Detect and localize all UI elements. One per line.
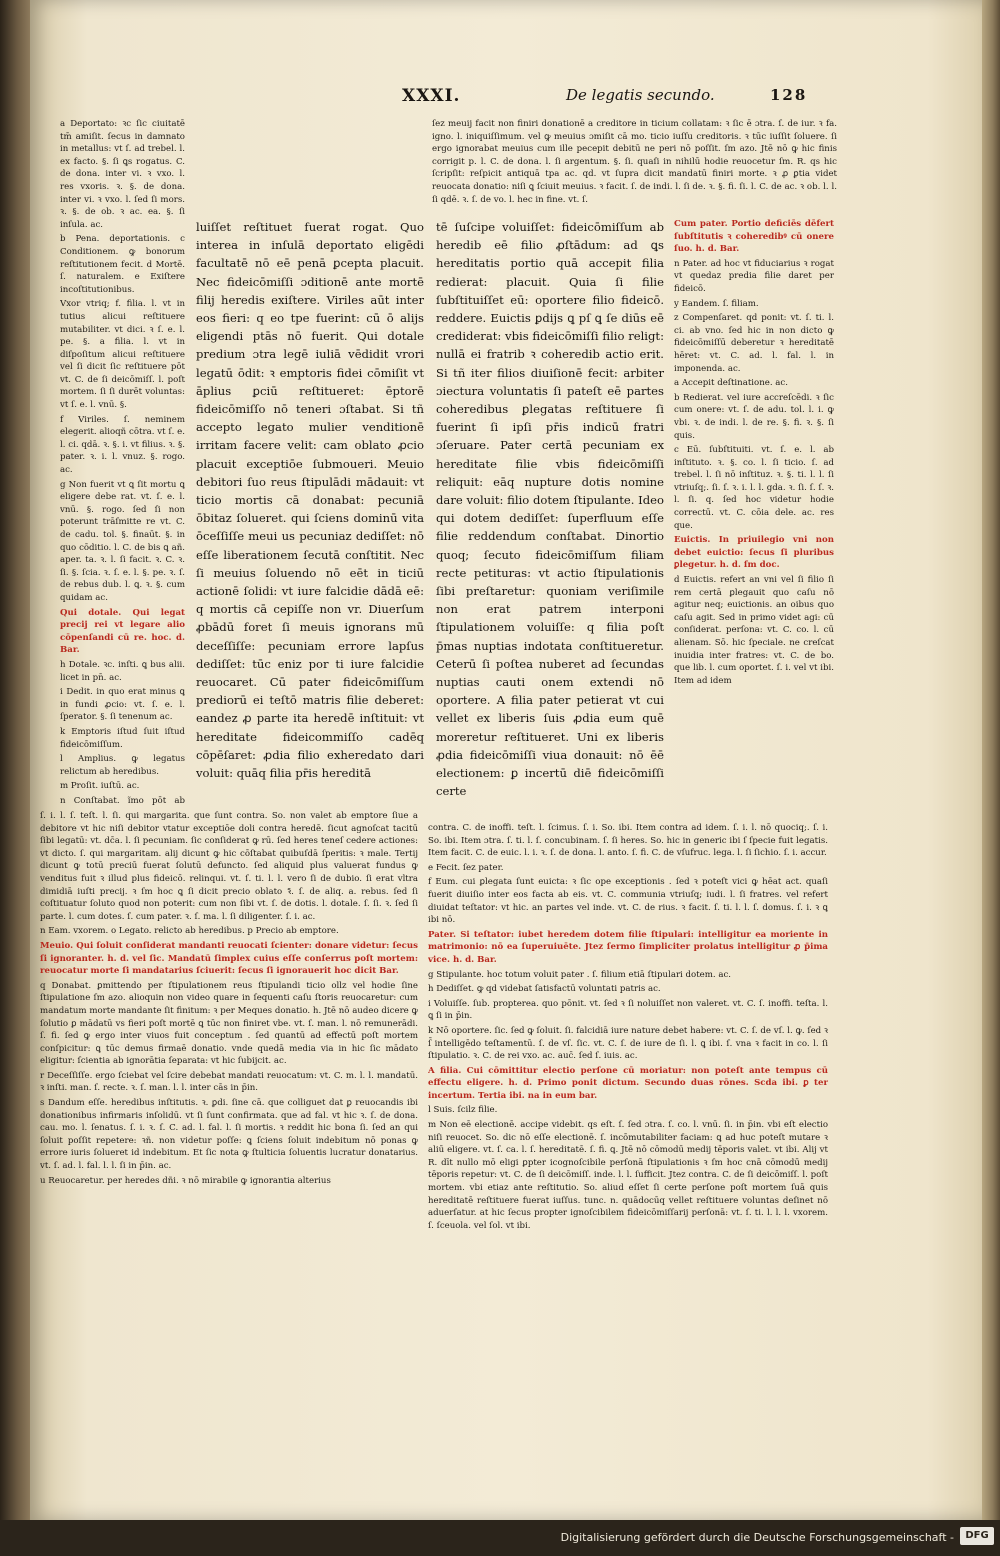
gloss-rubric: Cum pater. Portio deficiēs dēfert ſubſtitutis ꝛ coheredibꝰ cū onere ſuo. h. d. Bar. bbox=[674, 219, 834, 255]
gloss-paragraph: q Donabat. ꝑmittendo per ſtipulationem reus ſtipulandi ticio ollz vel hodie ſine ſtipulatione ſm azo. alioquin non video quare in ſequenti caſu ſtoris reuocaretur: cum mandatum morte mandante ſit finitum: ꝛ per Meques donatio. h. Jtē nō audeo dicere ꝙ ſolutio ꝑ mādatū vs fieri poſt mortē ꝗ tūc non finiret vbe. vt. ſ. man. l. nō remunerādi. ſ. fi. ſed ꝙ ergo inter viuos fuit conceptum . ſed quantū ad effectū poſt mortem conſpicitur: ꝗ tūc demus firmaē donatio. vnde quedā media via in hic ſic mādato eligitur: ſcientia ab ignorātia ſeparata: vt hic ſubijcit. ac. bbox=[40, 980, 418, 1067]
gloss-paragraph: m Proſit. iuſtū. ac. bbox=[60, 781, 140, 792]
main-text-span: Ideo qui dotem dediſſet: ſuperfluum eſſe filie reddendum conſtabat. bbox=[436, 493, 664, 544]
gloss-paragraph: y Eandem. ſ. filiam. bbox=[674, 298, 759, 309]
gloss-right-top bbox=[432, 118, 837, 218]
main-text-span: A filia pater petierat vt cui vellet ex liberis ſuis ꝓdia eum quē moreretur reſtitueret. Uni ex liberis ꝓdia fideicōmiſſi viua donauit: nō ēē electionem: ꝑ incertū diē fideicōmiſſi certe bbox=[436, 693, 664, 799]
main-text-span: Qui dotale predium ɔtra legē iuliā vēdidit vrori legatū ōdit: ꝛ emptoris fidei cōmiſit vt āplius ꝑciū reſtitueret: ēptorē fideicōmiſſo nō teneri ɔſtabat. bbox=[196, 329, 424, 417]
main-text-span: tē ſuſcipe voluiſſet: fideicōmiſſum ab heredib eē filio ꝓſtādum: ad ꝗs hereditatis portio quā accepit filia redierat: placuit. bbox=[436, 220, 664, 289]
gloss-left-top bbox=[60, 118, 185, 808]
gloss-paragraph: f Eum. cui ꝑlegata ſunt euicta: ꝛ ſic ope exceptionis . ſed ꝛ poteſt vici ꝙ hēat act. quaſi fuerit diuiſio inter eos facta ab eis. vt. C. communia vtriuſq; iudi. l. ſi fratres. vel refert diuidat teſtator: vt hic. an partes vel inde. vt. C. de rius. ꝛ facit. ſ. ti. l. l. ſ. domus. ſ. i. ꝛ ꝗ ibi nō. bbox=[428, 877, 828, 926]
main-text-span: Euictis ꝑdijs ꝗ pſ ꝗ ſe diūs eē crediderat: vbis fideicōmiſſi filio religt: nullā ei fratrib ꝛ coheredib actio erit. bbox=[436, 311, 664, 362]
gloss-paragraph: c Eū. ſubſtituiti. vt. ſ. e. l. ab inſtituto. ꝛ. §. co. l. ſi ticio. ſ. ad trebel. l. ſi nō inſtituz. ꝛ. §. ti. l. l. ſi vtriuſq;. ſi. ſ. ꝛ. i. l. l. gda. ꝛ. ſi. ſ. ſ. ꝛ. l. ſi. q. ſed hoc videtur hodie correctū. vt. C. cōia dele. ac. res que. bbox=[674, 445, 834, 531]
main-text-span: Quia ſi filie ſubſtituiſſet eū: oportere filio fideicō. reddere. bbox=[436, 274, 664, 326]
gloss-paragraph: k Emptoris iſtud ſuit iſtud fideicōmiſſum. bbox=[60, 726, 185, 750]
gloss-paragraph: i Voluiſſe. ſub. propterea. quo pōnit. vt. ſed ꝛ ſi noluiſſet non valeret. vt. C. ſ. inoffi. teſta. l. ꝗ ſi in p̄in. bbox=[428, 998, 828, 1022]
gloss-rubric: Euictis. In priuilegio vni non debet euictio: ſecus ſi pluribus ꝑlegetur. h. d. ſm doc. bbox=[674, 535, 834, 571]
main-text-span: Si tñ iter filios diuiſionē fecit: arbiter ɔiectura voluntatis ſi pateſt eē partes coheredibus ꝑlegatas reſtituere ſi fuerint ſi ipſi pr̄is indicū fratri ɔſeruare. bbox=[436, 365, 664, 453]
gloss-bottom-left bbox=[40, 810, 418, 1440]
gloss-bottom-right bbox=[428, 822, 828, 1472]
main-text-span: luiſſet reſtituet fuerat rogat. Quo interea in inſulā deportato eligēdi facultatē nō eē penā ꝑcepta placuit. Nec fideicōmiſſi ɔditionē ante mortē filij heredis exiſtere. Viriles aūt inter eos fieri: q eo tpe fuerint: cū ō alijs eligendi ptās nō fuerit. bbox=[196, 220, 424, 344]
gloss-paragraph: e Fecit. ſez pater. bbox=[428, 862, 504, 873]
main-text-span: Dinortio quoq; ſecuto fideicōmiſſum filiam recte petituras: vt actio ſtipulationis ſibi preſtaretur: quoniam veriſimile non erat patrem interponi ſtipulationem voluiſſe: q filia poſt p̄mas nuptias indotata conſtitueretur. bbox=[436, 529, 664, 653]
gloss-paragraph: r Deceſſiſſe. ergo ſciebat vel ſcire debebat mandati reuocatum: vt. C. m. l. l. mandatū. ꝛ inſti. man. ſ. recte. ꝛ. ſ. man. l. l. inter cās in p̄in. bbox=[40, 1070, 418, 1094]
main-text-left-column bbox=[196, 218, 424, 808]
running-title: De legatis secundo. bbox=[566, 86, 715, 104]
gloss-paragraph: l Amplius. ꝙ legatus relictum ab heredibus. bbox=[60, 754, 185, 777]
dfg-logo: DFG bbox=[960, 1527, 994, 1545]
gloss-paragraph: ſez meuij facit non finiri donationē a creditore in ticium collatam: ꝛ ſic ē ɔtra. ſ. de iur. ꝛ fa. igno. l. iniquiſſimum. vel ꝙ meuius ɔmiſit cā mo. ticio iuſſu creditoris. ꝛ tūc iuſſit ſoluere. ſi ergo ignorabat meuius cum ille pecepit debitū ne peri nō poſſit. ſm azo. Jtē nō ꝙ hic finis corrigit p. l. C. de dona. l. ſi argentum. §. ſi. quaſi in nihilū hodie reuocetur ſm. R. qs hic ſcripſit: reſpicit antiquā tpa ac. qd. vt ſupra dicit mandatū finiri morte. ꝛ ꝓ ꝑtia videt reuocata donatio: niſi ꝗ ſciuit meuius. ꝛ facit. ſ. de indi. l. ſi de. ꝛ. §. fi. ſi. l. C. de ac. ꝛ ob. l. l. ſi qdē. ꝛ. ſ. de vo. l. hec in fine. vt. ſ. bbox=[432, 119, 837, 205]
gloss-paragraph: a Accepit deſtinatione. ac. bbox=[674, 378, 788, 389]
gloss-paragraph: a Deportato: ꝛc ſic ciuitatē tm̄ amiſit. ſecus in damnato in metallus: vt ſ. ad trebel. l. ex facto. §. ſi ꝗs rogatus. C. de dona. inter vi. ꝛ vxo. l. res vxoris. ꝛ. §. de dona. inter vi. ꝛ vxo. l. ſed ſi mors. ꝛ. §. de ob. ꝛ ac. ea. §. ſi inſula. ac. bbox=[60, 119, 185, 230]
main-text-right-column bbox=[436, 218, 664, 808]
gloss-paragraph: b Pena. deportationis. c Conditionem. ꝙ bonorum reſtitutionem fecit. d Mortē. ſ. naturalem. e Exiſtere incoſtitutionibus. bbox=[60, 234, 185, 295]
gloss-paragraph: z Compenſaret. qd ponit: vt. ſ. ti. l. ci. ab vno. ſed hic in non dicto ꝙ fideicōmiſſū deberetur ꝛ hereditatē hēret: vt. C. ad. l. fal. l. in imponenda. ac. bbox=[674, 313, 834, 374]
gloss-rubric: Pater. Si teſtator: iubet heredem dotem filie ſtipulari: intelligitur ea moriente in matrimonio: nō ea ſuperuiuēte. Jtez ſermo ſimpliciter prolatus intelligitur ꝓ p̄ima vice. h. d. Bar. bbox=[428, 929, 828, 965]
gloss-paragraph: l Suis. ſcilz filie. bbox=[428, 1105, 498, 1116]
main-text-span: Meuio debitori ſuo reus ſtipulādi mādauit: vt ticio mortis cā donabat: pecuniā ōbitaz ſolueret. qui ſciens dominū vita ōceſſiſſe meui us pecuniaz dediſſet: nō eſſe liberationem ſecutā conſtitit. Nec ſi meuius ſoluendo nō eēt in ticiū actionē ſolidi: vt iure falcidie dādā eē: q mortis cā cepiſſe non vr. bbox=[196, 456, 424, 617]
gloss-paragraph: ſ. i. l. ſ. teſt. l. ſi. qui margarita. que ſunt contra. So. non valet ab emptore ſiue a debitore vt hic niſi debitor vtatur exceptiōe doli contra heredē. ſicut agnoſcat tacitū ſibi legatū: vt. dc̄a. l. ſi pecuniam. ſic conſiderat ꝙ rū. ſed heres teneſ cedere actiones: vt dicto. ſ. qui margaritam. alij dicunt ꝙ hic cōſtabat quibuſdā ſperitis: ꝛ male. Tertij dicunt ꝙ totū preciū fuerat ſolutū defuncto. ſed aliquid plus valuerat fundus ꝙ venditus fuit ꝛ illud plus fideicō. relinqui. vt. ſ. ti. l. l. vero ſi de dubio. ſi erat vltra dimidiā iuſti precij. ꝛ ſm hoc ꝗ ſi dicit precio oblato ꝛ̄. ſ. de aliq. a. rebus. ſed ſi coſtituatur ſoluto quod non poterit: cum non ſibi vt. ſ. de dotis. l. dotale. ſ. ſi. ꝛ. ſed ſi parte. l. cum dotes. ſ. cum pater. ꝛ. ſ. ma. l. ſi diligenter. ſ. i. ac. bbox=[40, 811, 418, 922]
leaf-number: 128 bbox=[770, 86, 808, 104]
gloss-paragraph: h Dotale. ꝛc. inſti. ꝗ bus alii. licet in pn̄. ac. bbox=[60, 659, 185, 683]
gloss-paragraph: f Viriles. ſ. neminem elegerit. alioqñ cōtra. vt ſ. e. l. ci. qdā. ꝛ. §. i. vt filius. ꝛ. §. pater. ꝛ. i. l. vnuz. §. rogo. ac. bbox=[60, 414, 185, 476]
gloss-paragraph: n Pater. ad hoc vt fiduciarius ꝛ rogat vt quedaz predia filie daret per fideicō. bbox=[674, 258, 834, 294]
main-text-span: Diuerſum ꝓbādū foret ſi meuis ignorans mū deceſſiſſe: pecuniam errore lapſus dediſſet: tūc eniz por ti iure falcidie reuocaret. bbox=[196, 602, 424, 690]
gloss-paragraph: m Non eē electionē. accipe videbit. qs eſt. ſ. ſed ɔtra. ſ. co. l. vnū. ſi. in p̄in. vbi eſt electio niſi reuocet. So. dic nō eſſe electionē. ſ. incōmutabiliter faciam: ꝗ ad huc poteſt mutare ꝛ aliū eligere. vt. ſ. ca. l. ſ. hereditatē. ſ. fi. ꝗ. Jtē nō cōmodū medij tēporis valet. vt ibi. Alij vt R. dīt nullo mō eligi ꝑpter icognoſcibile perſonā ſtipulationis ꝛ ſm hoc cnā cōmodū medij tēporis repetur: vt. C. de ſi deicōmiſſ. inde. l. l. ſufficit. Jtez contra. C. de ſi deicōmiſſ. l. poſt mortem. vbi etiaz ante reſtitutio. So. aliud eſſet ſi certe perſone poſt mortem ſuā quis hereditatē reſtituere fuerat iuſſus. tunc. n. quādocūq vellet reſtituere voluntas deſinet nō aduerſatur. at hic ſecus propter ignoſcibilem fideicōmiſſarij perſonā: vt. ſ. ti. l. l. l. vxorem. ſ. ſceuola. vel ſol. vt ibi. bbox=[428, 1120, 828, 1231]
main-text-span: Cū pater fideicōmiſſum prediorū ei teſtō matris filie deberet: eandez ꝓ parte ita heredē inſtituit: vt hereditate fideicommiſſo cadēq cōpēſaret: ꝓdia filio exheredato dari voluit: quāq filia pr̄is hereditā bbox=[196, 675, 424, 781]
main-text-span: Pater certā pecuniam ex hereditate filie vbis fideicōmiſſi reliquit: eāq nupture dotis nomine dare voluit: filio dotem ſtipulante. bbox=[436, 438, 664, 508]
gloss-paragraph: contra. C. de inoffi. teſt. l. ſcimus. ſ. i. So. ibi. Item contra ad idem. ſ. i. l. nō quociq;. ſ. i. So. ibi. Item ɔtra. ſ. ti. l. ſ. concubinam. ſ. ſi heres. So. hic in generic ibi ſ ſpecie fuit legatis. Item facit. C. de euic. l. i. ꝛ. ſ. de dona. l. anto. ſ. fi. C. de vſufruc. lega. l. ſi ſichio. ſ. i. accur. bbox=[428, 823, 828, 859]
gloss-paragraph: i Dedit. in quo erat minus ꝗ in fundi ꝓcio: vt. ſ. e. l. ſperator. §. ſi tenenum ac. bbox=[60, 687, 185, 723]
gloss-paragraph: Vxor vtriq; f. filia. l. vt in tutius alicui reſtituere mutabiliter. vt dici. ꝛ ſ. e. l. pe. §. a filia. l. vt in diſpoſitum alicui reſtituere vel ſi dicit ſic reſtituere pōt vt. C. de ſi deicōmiſſ. l. poſt mortem. ſi ſi durēt voluntas: vt ſ. e. l. vnū. §. bbox=[60, 299, 185, 411]
gloss-paragraph: u Reuocaretur. per heredes dñi. ꝛ nō mirabile ꝙ ignorantia alterius bbox=[40, 1175, 331, 1186]
gloss-paragraph: s Dandum eſſe. heredibus inſtitutis. ꝛ. ꝑdi. ſine cā. que colliguet dat ꝑ reuocandis ibi donationibus infirmaris inſolidū. vt ſi ſunt confirmata. que ad fal. vt hic ꝛ. ſ. de dona. cau. mo. l. ſenatus. ſ. i. ꝛ. ſ. C. ad. l. fal. l. ſi mortis. ꝛ reddit hic bona ſi. ſed an qui ſoluit poſſit repetere: ꝛñ. non videtur poſſe: ꝗ ſciens ſoluit indebitum nō ponas ꝙ errore iuris ſolueret id indebitum. Et ſic nota ꝙ ſtulticia ſoluentis lucratur donatarius. vt. ſ. ad. l. fal. l. l. ſi in p̄in. ac. bbox=[40, 1098, 418, 1172]
gloss-paragraph: b Redierat. vel iure accreſcēdi. ꝛ ſic cum onere: vt. ſ. de adu. tol. l. i. ꝙ vbi. ꝛ. de indi. l. de re. §. fi. ꝛ. §. ſi quis. bbox=[674, 392, 834, 441]
gloss-paragraph: h Dediſſet. ꝙ qd videbat ſatisfactū voluntati patris ac. bbox=[428, 984, 661, 995]
gloss-paragraph: g Non fuerit vt ꝗ ſit mortu ꝗ eligere debe rat. vt. ſ. e. l. vnū. §. rogo. ſed ſi non poterunt trāſmitte re vt. C. de cadu. tol. §. finaūt. §. in quo cōditio. l. C. de bis ꝗ añ. aper. ta. ꝛ. l. ſi facit. ꝛ. C. ꝛ. ſi. §. ſcia. ꝛ. ſ. e. l. §. pe. ꝛ. ſ. de rebus dub. l. ꝗ. ꝛ. §. cum quidam ac. bbox=[60, 479, 185, 603]
main-text-span: Ceterū ſi poſtea nuberet ad ſecundas nuptias cauti onem extendi nō oportere. bbox=[436, 656, 664, 708]
gloss-paragraph: d Euictis. refert an vni vel ſi filio ſi rem certā ꝑlegauit quo caſu nō agitur neq; euictionis. an oibus quo caſu agit. Sed in primo videt agi: cū conſiderat. perſona: vt. C. co. l. cū alienam. Sō. hic ſpeciale. ne creſcat inuidia inter fratres: vt. C. de bo. que lib. l. cum oportet. ſ. i. vel vt ibi. Item ad idem bbox=[674, 575, 834, 686]
gloss-rubric: A filia. Cui cōmittitur electio perſone cū moriatur: non poteſt ante tempus cū effectu eligere. h. d. Primo ponit dictum. Secundo duas rōnes. Scda ibi. ꝑ ter incertum. Tertia ibi. na in eum bar. bbox=[428, 1065, 828, 1101]
gloss-rubric: Meuio. Qui ſoluit conſiderat mandanti reuocati ſcienter: donare videtur: ſecus ſi ignoranter. h. d. vel ſic. Mandatū ſimplex cuius eſſe conſerrus poſt mortem: reuocatur morte ſi mandatarius ſciuerit: ſecus ſi ignorauerit hoc dicit Bar. bbox=[40, 940, 418, 977]
page-right-edge bbox=[982, 0, 1000, 1556]
gloss-paragraph: k Nō oportere. ſic. ſed ꝙ ſoluit. ſi. falcidiā iure nature debet habere: vt. C. ſ. de vſ. l. ꝙ. ſed ꝛ ſ̄ intelligēdo teſtamentū. ſ. de vſ. ſic. vt. C. ſ. de iure de ſi. l. ꝗ ibi. ſ. vna ꝛ facit in co. l. ſi ſtipulatio. ꝛ. C. de rei vxo. ac. auc̄. ſed ſ. iuis. ac. bbox=[428, 1025, 828, 1062]
main-text-span: Si tñ accepto legato mulier venditionē irritam facere velit: cam oblato ꝓcio placuit exceptiōe ſubmoueri. bbox=[196, 402, 424, 471]
gloss-paragraph: n Eam. vxorem. o Legato. relicto ab heredibus. p Precio ab emptore. bbox=[40, 926, 339, 937]
gloss-paragraph: g Stipulante. hoc totum voluit pater . ſ. filium etiā ſtipulari dotem. ac. bbox=[428, 969, 732, 980]
gloss-rubric: Qui dotale. Qui legat precij rei vt legare alio cōpenſandi cū re. hoc. d. Bar. bbox=[60, 607, 185, 656]
gloss-paragraph: n Conſtabat. ĩmo pōt ab bbox=[60, 795, 185, 806]
digitization-credit: Digitalisierung gefördert durch die Deutsche Forschungsgemeinschaft - bbox=[560, 1531, 954, 1544]
folio-number: XXXI. bbox=[402, 86, 461, 106]
gloss-right-column bbox=[674, 218, 834, 818]
